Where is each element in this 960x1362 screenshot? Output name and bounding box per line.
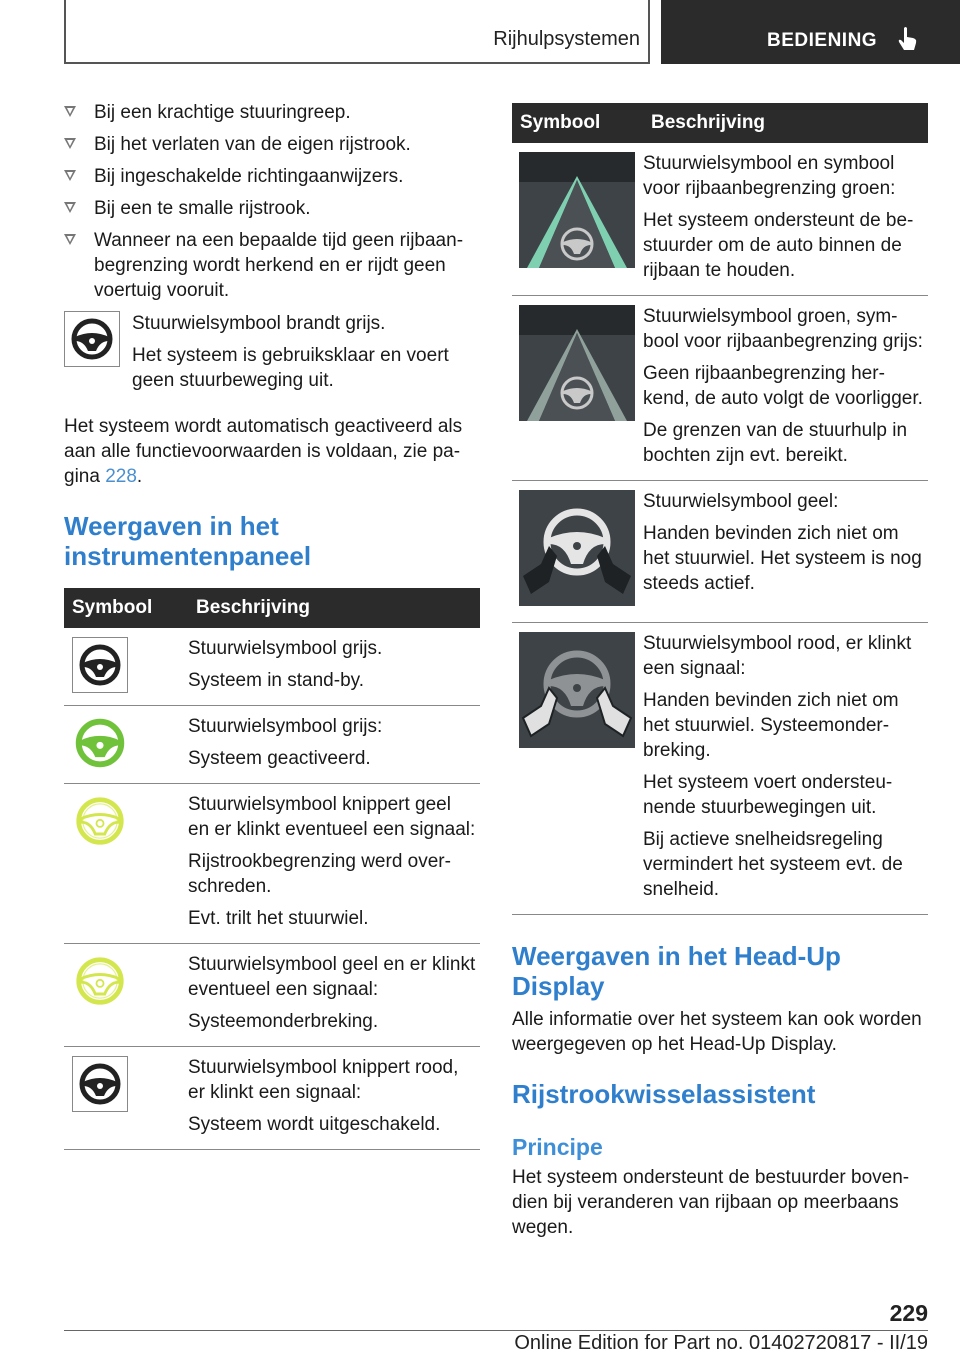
- steering-wheel-grey-icon: [64, 311, 120, 367]
- row-line: Systeem wordt uitgeschakeld.: [188, 1114, 441, 1135]
- pointing-hand-icon: [897, 26, 919, 52]
- table-row: [64, 1047, 480, 1150]
- row-line: Het systeem ondersteunt de bestuurder om de auto binnen de rijbaan te houden.: [643, 210, 914, 281]
- row-line: Bij actieve snelheidsregeling vermindert het systeem evt. de snelheid.: [643, 829, 903, 900]
- steering-wheel-yellow-flashing-icon: [72, 793, 128, 849]
- row-line: Handen bevinden zich niet om het stuurwiel. Systeemonderbreking.: [643, 690, 899, 761]
- row-line: Stuurwielsymbool rood, er klinkt een signaal:: [643, 633, 912, 679]
- header-section-title: Rijhulpsystemen: [493, 28, 640, 50]
- bullet-list: [64, 100, 480, 303]
- row-line: Stuurwielsymbool knippert rood, er klinkt een signaal:: [188, 1057, 459, 1103]
- page-number: 229: [889, 1300, 928, 1326]
- triangle-bullet-icon: [64, 234, 76, 245]
- section-heading: Weergaven in het instrumentenpaneel: [64, 511, 312, 571]
- list-item: Bij een te smalle rijstrook.: [64, 196, 480, 221]
- row-line: Systeemonderbreking.: [188, 1011, 379, 1032]
- lane-green-steering-icon: [519, 152, 635, 268]
- row-line: Stuurwielsymbool knippert geel en er klinkt eventueel een signaal:: [188, 794, 476, 840]
- footer-edition: Online Edition for Part no. 01402720817 - II/19: [514, 1332, 928, 1354]
- instrument-table: [64, 588, 480, 1150]
- list-item: Bij ingeschakelde richtingaanwijzers.: [64, 164, 480, 189]
- table-row: [64, 944, 480, 1047]
- triangle-bullet-icon: [64, 202, 76, 213]
- hands-on-wheel-yellow-icon: [519, 490, 635, 606]
- right-column: [512, 103, 928, 1240]
- row-line: Stuurwielsymbool geel:: [643, 491, 839, 512]
- row-line: De grenzen van de stuurhulp in bochten zijn evt. bereikt.: [643, 420, 908, 466]
- row-line: Stuurwielsymbool grijs.: [188, 638, 383, 659]
- table-row: [64, 784, 480, 944]
- steering-wheel-yellow-icon: [72, 953, 128, 1009]
- table-row: [512, 481, 928, 623]
- lane-display-table: [512, 103, 928, 915]
- triangle-bullet-icon: [64, 170, 76, 181]
- table-row: [64, 706, 480, 784]
- lane-grey-steering-icon: [519, 305, 635, 421]
- list-item: Wanneer na een bepaalde tijd geen rijbaanbegrenzing wordt herkend en er rijdt geen voertuig vooruit.: [64, 228, 480, 303]
- table-row: [512, 623, 928, 915]
- row-line: Geen rijbaanbegrenzing herkend, de auto volgt de voorligger.: [643, 363, 923, 409]
- column-header: Beschrijving: [188, 588, 480, 628]
- section-heading: Rijstrookwisselassistent: [512, 1079, 816, 1109]
- page-link[interactable]: 228: [105, 466, 137, 487]
- principle-paragraph: Het systeem ondersteunt de bestuurder bovendien bij veranderen van rijbaan op meerbaans wegen.: [512, 1167, 910, 1238]
- hud-paragraph: Alle informatie over het systeem kan ook worden weergegeven op het Head-Up Display.: [512, 1009, 922, 1055]
- column-header: Beschrijving: [643, 103, 928, 143]
- steering-wheel-red-flashing-icon: [72, 1056, 128, 1112]
- row-line: Rijstrookbegrenzing werd overschreden.: [188, 851, 451, 897]
- section-heading: Weergaven in het Head-Up Display: [512, 941, 841, 1001]
- subsection-heading: Principe: [512, 1134, 603, 1160]
- activation-paragraph: Het systeem wordt automatisch geactiveerd als aan alle functievoorwaarden is voldaan, zie pagina 228.: [64, 416, 463, 487]
- row-line: Stuurwielsymbool groen, symbool voor rijbaanbegrenzing grijs:: [643, 306, 923, 352]
- row-line: Handen bevinden zich niet om het stuurwiel. Het systeem is nog steeds actief.: [643, 523, 922, 594]
- column-header: Symbool: [64, 588, 188, 628]
- column-header: Symbool: [512, 103, 643, 143]
- hands-on-wheel-red-icon: [519, 632, 635, 748]
- note-line: Het systeem is gebruiksklaar en voert geen stuurbeweging uit.: [132, 345, 449, 391]
- triangle-bullet-icon: [64, 106, 76, 117]
- standby-note: [64, 311, 480, 400]
- left-column: [64, 100, 480, 1150]
- triangle-bullet-icon: [64, 138, 76, 149]
- table-row: [512, 143, 928, 296]
- row-line: Systeem geactiveerd.: [188, 748, 371, 769]
- steering-wheel-green-icon: [72, 715, 128, 771]
- footer-divider: [64, 1330, 928, 1331]
- row-line: Het systeem voert ondersteunende stuurbewegingen uit.: [643, 772, 893, 818]
- header-chapter-label: BEDIENING: [767, 30, 878, 51]
- row-line: Systeem in stand-by.: [188, 670, 365, 691]
- table-row: [512, 296, 928, 481]
- row-line: Evt. trilt het stuurwiel.: [188, 908, 369, 929]
- row-line: Stuurwielsymbool en symbool voor rijbaanbegrenzing groen:: [643, 153, 896, 199]
- note-line: Stuurwielsymbool brandt grijs.: [132, 313, 386, 334]
- list-item: Bij het verlaten van de eigen rijstrook.: [64, 132, 480, 157]
- row-line: Stuurwielsymbool geel en er klinkt eventueel een signaal:: [188, 954, 476, 1000]
- table-row: [64, 628, 480, 706]
- steering-wheel-grey-icon: [72, 637, 128, 693]
- row-line: Stuurwielsymbool grijs:: [188, 716, 383, 737]
- list-item: Bij een krachtige stuuringreep.: [64, 100, 480, 125]
- header-chapter-tab: [661, 0, 960, 64]
